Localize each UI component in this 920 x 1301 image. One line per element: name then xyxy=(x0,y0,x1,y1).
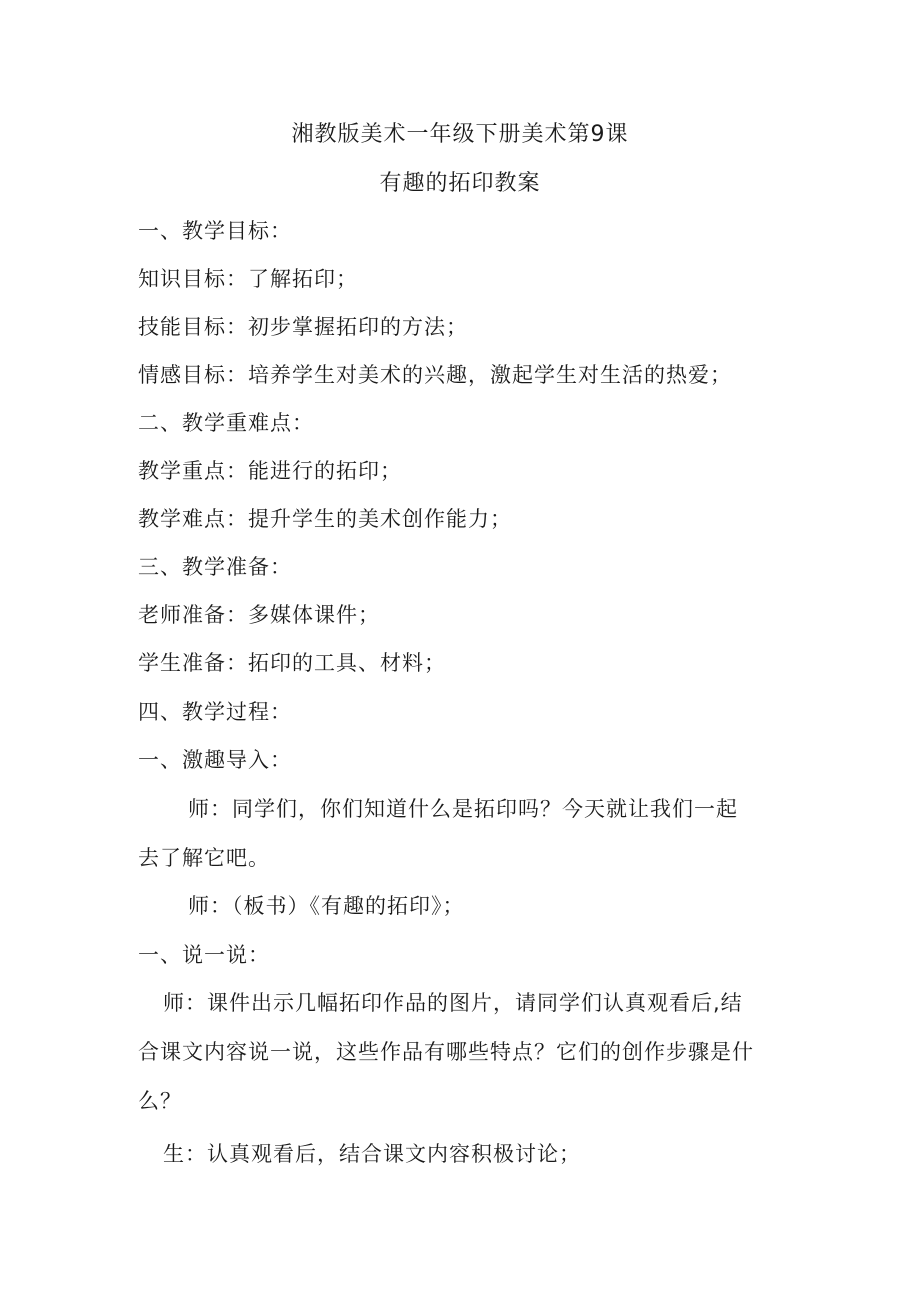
text-line: 师：同学们，你们知道什么是拓印吗？今天就让我们一起 xyxy=(188,797,738,821)
text-line: 生：认真观看后，结合课文内容积极讨论； xyxy=(163,1142,581,1166)
text-line: 师：（板书）《有趣的拓印》； xyxy=(188,894,465,918)
text-line: 情感目标：培养学生对美术的兴趣，激起学生对生活的热爱； xyxy=(138,363,732,387)
text-line: 老师准备：多媒体课件； xyxy=(138,603,380,627)
text-line: 学生准备：拓印的工具、材料； xyxy=(138,651,446,675)
text-line: 知识目标：了解拓印； xyxy=(138,267,358,291)
text-line: 合课文内容说一说，这些作品有哪些特点？它们的创作步骤是什 xyxy=(138,1040,754,1064)
text-line: 么？ xyxy=(138,1089,182,1113)
document-subtitle: 有趣的拓印教案 xyxy=(379,171,541,196)
document-title: 湘教版美术一年级下册美术第9课 xyxy=(291,122,629,147)
section-heading-preparation: 三、教学准备： xyxy=(138,555,292,579)
section-heading-process: 四、教学过程： xyxy=(138,700,292,724)
subsection-heading-discuss: 一、说一说： xyxy=(138,943,270,967)
text-line: 技能目标：初步掌握拓印的方法； xyxy=(138,315,468,339)
text-line: 师：课件出示几幅拓印作品的图片，请同学们认真观看后,结 xyxy=(163,991,743,1015)
section-heading-objectives: 一、教学目标： xyxy=(138,219,292,243)
text-line: 去了解它吧。 xyxy=(138,846,270,870)
text-line: 教学重点：能进行的拓印； xyxy=(138,459,402,483)
text-line: 教学难点：提升学生的美术创作能力； xyxy=(138,507,512,531)
section-heading-key-points: 二、教学重难点： xyxy=(138,411,314,435)
subsection-heading-intro: 一、激趣导入： xyxy=(138,748,292,772)
